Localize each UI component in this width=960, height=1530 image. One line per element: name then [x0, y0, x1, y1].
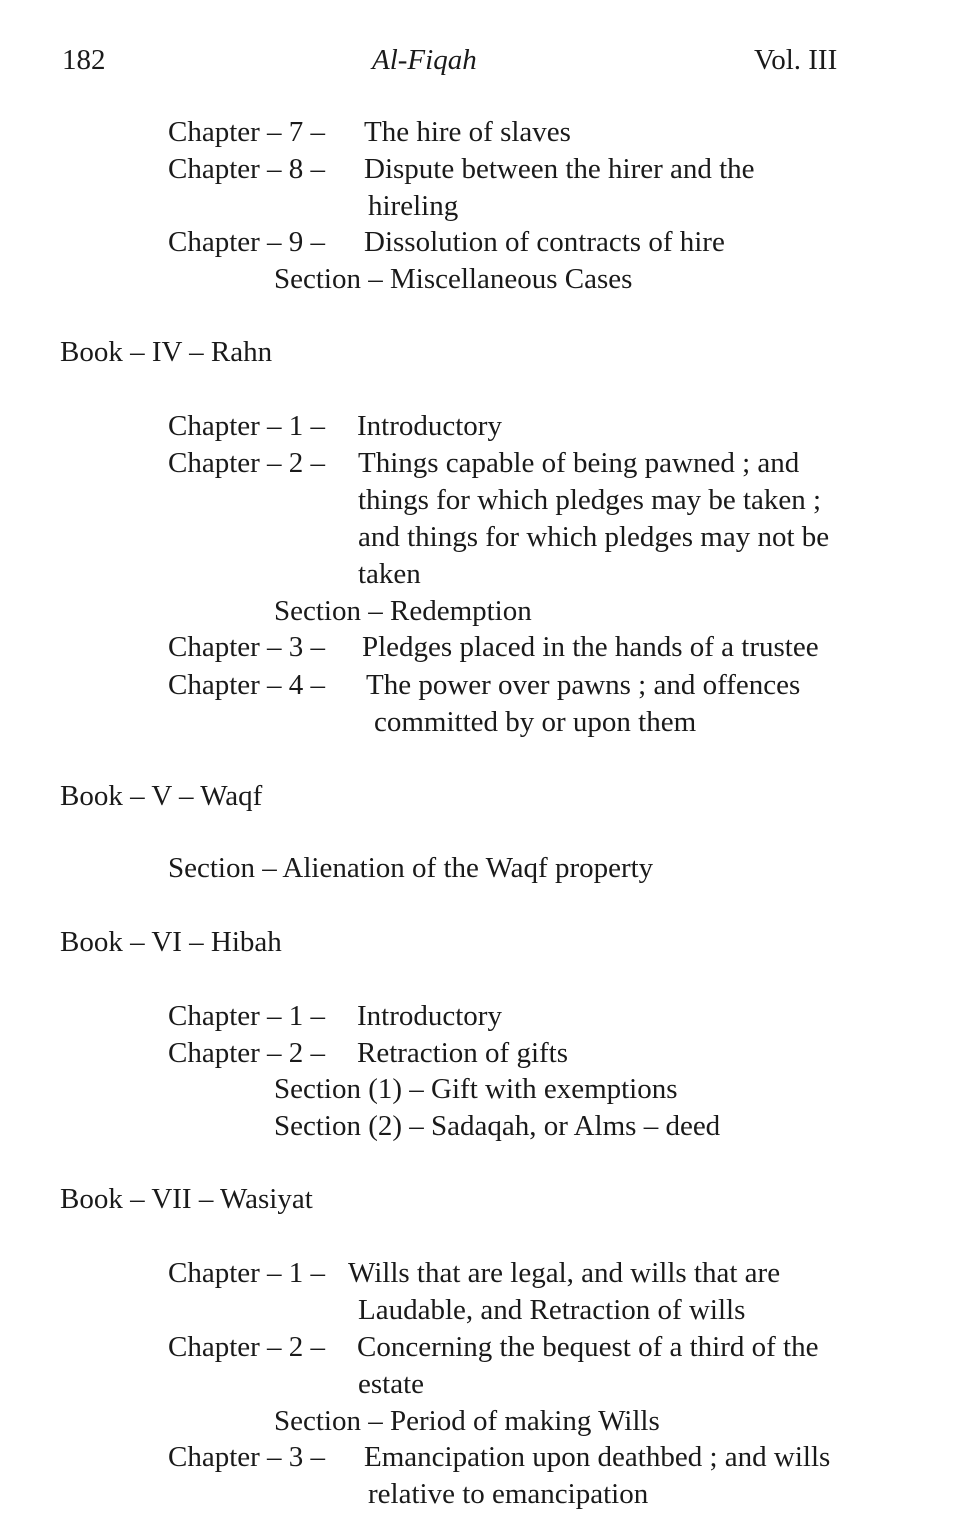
- chapter-title-continuation: and things for which pledges may not be: [358, 521, 830, 553]
- book-heading: Book – IV – Rahn: [60, 336, 273, 368]
- chapter-title-continuation: things for which pledges may be taken ;: [358, 484, 822, 516]
- section-heading: Section – Miscellaneous Cases: [274, 263, 633, 295]
- chapter-title-continuation: estate: [358, 1368, 425, 1400]
- chapter-title: Things capable of being pawned ; and: [358, 447, 800, 479]
- section-heading: Section (1) – Gift with exemptions: [274, 1073, 678, 1105]
- chapter-title: Dispute between the hirer and the: [364, 153, 755, 185]
- book-heading: Book – VII – Wasiyat: [60, 1183, 313, 1215]
- chapter-label: Chapter – 2 –: [168, 447, 326, 479]
- chapter-label: Chapter – 4 –: [168, 669, 326, 701]
- chapter-label: Chapter – 3 –: [168, 631, 326, 663]
- chapter-label: Chapter – 2 –: [168, 1331, 326, 1363]
- section-heading: Section – Redemption: [274, 595, 532, 627]
- chapter-label: Chapter – 7 –: [168, 116, 326, 148]
- chapter-title-continuation: committed by or upon them: [374, 706, 697, 738]
- chapter-title: Retraction of gifts: [357, 1037, 569, 1069]
- chapter-label: Chapter – 9 –: [168, 226, 326, 258]
- chapter-label: Chapter – 3 –: [168, 1441, 326, 1473]
- chapter-title: Emancipation upon deathbed ; and wills: [364, 1441, 831, 1473]
- chapter-title-continuation: hireling: [368, 190, 459, 222]
- chapter-title: Concerning the bequest of a third of the: [357, 1331, 819, 1363]
- chapter-title: Introductory: [357, 1000, 502, 1032]
- page-number: 182: [62, 44, 106, 76]
- section-heading: Section (2) – Sadaqah, or Alms – deed: [274, 1110, 721, 1142]
- chapter-title-continuation: relative to emancipation: [368, 1478, 649, 1510]
- volume-label: Vol. III: [754, 44, 838, 76]
- chapter-title: The hire of slaves: [364, 116, 571, 148]
- chapter-title: The power over pawns ; and offences: [366, 669, 801, 701]
- running-title: Al-Fiqah: [372, 44, 477, 76]
- chapter-label: Chapter – 1 –: [168, 410, 326, 442]
- section-heading: Section – Alienation of the Waqf property: [168, 852, 654, 884]
- section-heading: Section – Period of making Wills: [274, 1405, 660, 1437]
- chapter-title-continuation: taken: [358, 558, 421, 590]
- chapter-label: Chapter – 1 –: [168, 1000, 326, 1032]
- chapter-title: Pledges placed in the hands of a trustee: [362, 631, 819, 663]
- chapter-title: Dissolution of contracts of hire: [364, 226, 725, 258]
- chapter-label: Chapter – 2 –: [168, 1037, 326, 1069]
- chapter-label: Chapter – 8 –: [168, 153, 326, 185]
- chapter-title: Introductory: [357, 410, 502, 442]
- chapter-title-continuation: Laudable, and Retraction of wills: [358, 1294, 746, 1326]
- book-heading: Book – VI – Hibah: [60, 926, 282, 958]
- book-heading: Book – V – Waqf: [60, 780, 263, 812]
- chapter-title: Wills that are legal, and wills that are: [348, 1257, 781, 1289]
- chapter-label: Chapter – 1 –: [168, 1257, 326, 1289]
